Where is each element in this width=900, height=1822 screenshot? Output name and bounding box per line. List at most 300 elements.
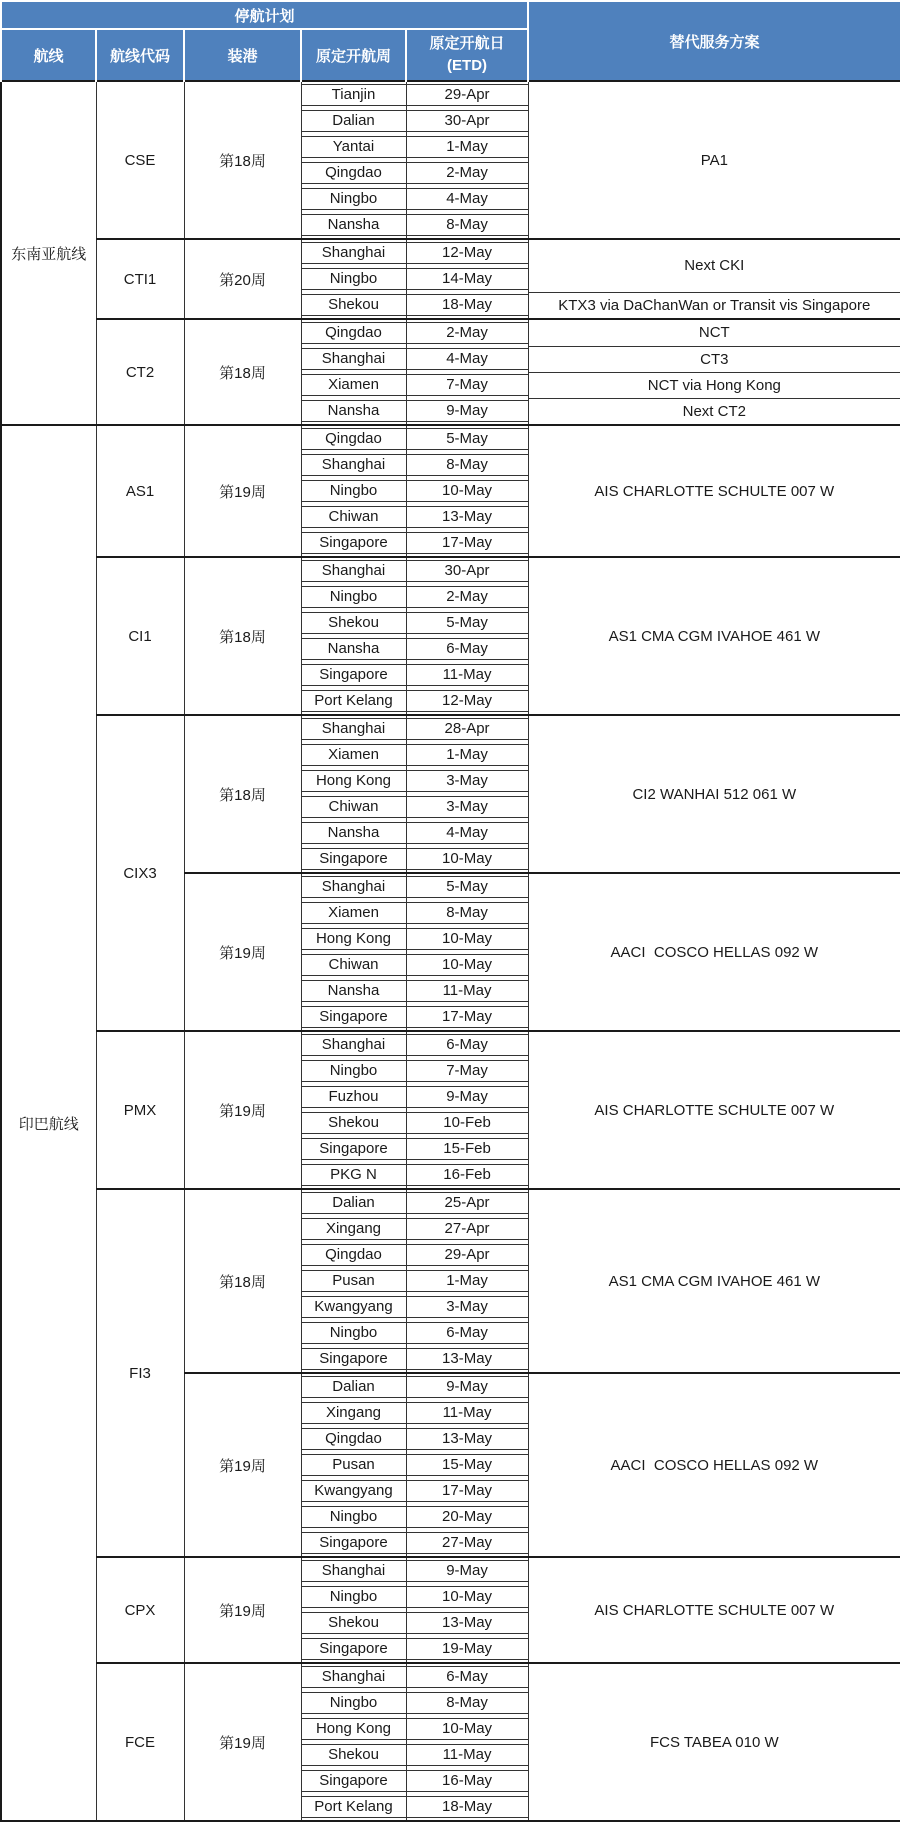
etd-cell-label: 2-May [407, 586, 528, 608]
etd-cell [406, 1400, 528, 1426]
port-cell-label: Shekou [302, 294, 406, 316]
etd-cell [406, 1690, 528, 1716]
col-header-week: 原定开航周 [301, 29, 406, 81]
etd-cell-label: 10-May [407, 848, 528, 870]
etd-cell [406, 610, 528, 636]
table-title-row [1, 1, 900, 29]
week-cell: 第19周 [184, 1373, 301, 1557]
etd-cell-label: 7-May [407, 1060, 528, 1082]
port-cell-label: Ningbo [302, 1322, 406, 1344]
etd-cell-label: 8-May [407, 214, 528, 236]
etd-cell-label: 9-May [407, 1376, 528, 1398]
etd-cell-label: 14-May [407, 268, 528, 290]
etd-cell-label: 8-May [407, 902, 528, 924]
port-cell [301, 398, 406, 425]
etd-cell-label: 30-Apr [407, 110, 528, 132]
col-header-port: 装港 [184, 29, 301, 81]
port-cell [301, 1320, 406, 1346]
port-cell [301, 1478, 406, 1504]
alt-service-title: 替代服务方案 [528, 1, 900, 81]
port-cell-label: Qingdao [302, 322, 406, 344]
etd-cell-label: 17-May [407, 1480, 528, 1502]
etd-cell-label: 29-Apr [407, 84, 528, 106]
port-cell [301, 1216, 406, 1242]
port-cell [301, 715, 406, 742]
port-cell-label: Ningbo [302, 1060, 406, 1082]
port-cell [301, 1426, 406, 1452]
port-cell [301, 266, 406, 292]
port-cell-label: Shekou [302, 1612, 406, 1634]
port-cell [301, 530, 406, 557]
etd-cell [406, 266, 528, 292]
port-cell [301, 1031, 406, 1058]
port-cell-label: Nansha [302, 214, 406, 236]
port-cell [301, 1530, 406, 1557]
port-cell-label: Kwangyang [302, 1480, 406, 1502]
col-header-route: 航线 [1, 29, 96, 81]
port-cell-label: Dalian [302, 1376, 406, 1398]
port-cell [301, 372, 406, 398]
etd-cell [406, 715, 528, 742]
etd-cell-label: 9-May [407, 1086, 528, 1108]
port-cell-label: Fuzhou [302, 1086, 406, 1108]
etd-cell-label: 11-May [407, 980, 528, 1002]
etd-cell-label: 2-May [407, 162, 528, 184]
port-cell [301, 662, 406, 688]
port-cell-label: Ningbo [302, 480, 406, 502]
week-cell: 第19周 [184, 1031, 301, 1189]
port-cell-label: Nansha [302, 638, 406, 660]
etd-cell [406, 478, 528, 504]
etd-cell [406, 160, 528, 186]
port-cell-label: Chiwan [302, 506, 406, 528]
etd-cell [406, 134, 528, 160]
port-cell-label: Qingdao [302, 162, 406, 184]
alt-service-cell: AACI COSCO HELLAS 092 W [528, 1373, 900, 1557]
port-cell-label: Dalian [302, 1192, 406, 1214]
port-cell [301, 926, 406, 952]
port-cell [301, 160, 406, 186]
etd-cell-label: 27-Apr [407, 1218, 528, 1240]
etd-cell-label: 5-May [407, 876, 528, 898]
etd-cell [406, 952, 528, 978]
etd-cell [406, 978, 528, 1004]
alt-service-cell: KTX3 via DaChanWan or Transit vis Singapore [528, 292, 900, 319]
port-cell-label: PKG N [302, 1164, 406, 1186]
etd-cell [406, 1058, 528, 1084]
table-row [1, 425, 900, 452]
etd-cell [406, 81, 528, 108]
port-cell-label: Shanghai [302, 1666, 406, 1688]
port-cell-label: Nansha [302, 980, 406, 1002]
port-cell [301, 239, 406, 266]
etd-cell-label: 10-May [407, 928, 528, 950]
port-cell-label: Hong Kong [302, 928, 406, 950]
port-cell-label: Shekou [302, 612, 406, 634]
port-cell-label: Tianjin [302, 84, 406, 106]
port-cell [301, 504, 406, 530]
etd-cell [406, 1768, 528, 1794]
col-header-etd-line1: 原定开航日 [429, 35, 505, 53]
etd-cell-label: 7-May [407, 374, 528, 396]
etd-cell [406, 584, 528, 610]
alt-service-cell: CI2 WANHAI 512 061 W [528, 715, 900, 873]
etd-cell [406, 108, 528, 134]
port-cell-label: Hong Kong [302, 770, 406, 792]
week-cell: 第18周 [184, 319, 301, 425]
etd-cell [406, 530, 528, 557]
port-cell [301, 1636, 406, 1663]
etd-cell [406, 1794, 528, 1821]
etd-cell [406, 1478, 528, 1504]
etd-cell-label: 9-May [407, 400, 528, 422]
port-cell [301, 292, 406, 319]
port-cell-label: Ningbo [302, 586, 406, 608]
port-cell-label: Port Kelang [302, 1796, 406, 1818]
etd-cell [406, 1216, 528, 1242]
port-cell [301, 1690, 406, 1716]
etd-cell-label: 10-May [407, 480, 528, 502]
port-cell-label: Pusan [302, 1270, 406, 1292]
port-cell-label: Qingdao [302, 1428, 406, 1450]
port-cell [301, 1084, 406, 1110]
table-row [1, 557, 900, 584]
port-cell [301, 1110, 406, 1136]
etd-cell-label: 9-May [407, 1560, 528, 1582]
table-row [1, 1557, 900, 1584]
route-code-cell: FI3 [96, 1189, 184, 1557]
port-cell-label: Ningbo [302, 1692, 406, 1714]
port-cell-label: Qingdao [302, 428, 406, 450]
port-cell-label: Ningbo [302, 1586, 406, 1608]
etd-cell [406, 1742, 528, 1768]
plan-title: 停航计划 [1, 1, 528, 29]
port-cell-label: Ningbo [302, 1506, 406, 1528]
etd-cell [406, 1663, 528, 1690]
etd-cell [406, 504, 528, 530]
etd-cell [406, 1136, 528, 1162]
etd-cell-label: 1-May [407, 1270, 528, 1292]
etd-cell-label: 11-May [407, 1744, 528, 1766]
port-cell [301, 452, 406, 478]
table-header [1, 1, 900, 81]
port-cell [301, 134, 406, 160]
etd-cell [406, 1004, 528, 1031]
port-cell-label: Shanghai [302, 1034, 406, 1056]
etd-cell-label: 11-May [407, 1402, 528, 1424]
etd-cell [406, 372, 528, 398]
etd-cell [406, 1242, 528, 1268]
port-cell-label: Xingang [302, 1218, 406, 1240]
alt-service-cell: FCS TABEA 010 W [528, 1663, 900, 1821]
etd-cell [406, 239, 528, 266]
port-cell-label: Singapore [302, 1638, 406, 1660]
etd-cell-label: 3-May [407, 796, 528, 818]
table-row [1, 1189, 900, 1216]
port-cell [301, 1400, 406, 1426]
port-cell [301, 346, 406, 372]
etd-cell-label: 8-May [407, 1692, 528, 1714]
etd-cell-label: 18-May [407, 1796, 528, 1818]
port-cell [301, 768, 406, 794]
etd-cell [406, 1320, 528, 1346]
etd-cell [406, 425, 528, 452]
port-cell [301, 1136, 406, 1162]
port-cell [301, 186, 406, 212]
etd-cell [406, 292, 528, 319]
port-cell [301, 873, 406, 900]
alt-service-cell: NCT [528, 319, 900, 346]
etd-cell [406, 452, 528, 478]
port-cell [301, 978, 406, 1004]
etd-cell [406, 186, 528, 212]
etd-cell [406, 1346, 528, 1373]
table-row [1, 239, 900, 266]
port-cell-label: Yantai [302, 136, 406, 158]
alt-service-cell: AIS CHARLOTTE SCHULTE 007 W [528, 1031, 900, 1189]
etd-cell [406, 1557, 528, 1584]
port-cell [301, 1716, 406, 1742]
etd-cell [406, 1530, 528, 1557]
etd-cell-label: 17-May [407, 1006, 528, 1028]
port-cell [301, 425, 406, 452]
etd-cell-label: 6-May [407, 1322, 528, 1344]
route-code-cell: AS1 [96, 425, 184, 557]
etd-cell-label: 10-May [407, 1718, 528, 1740]
port-cell [301, 1346, 406, 1373]
route-code-cell: FCE [96, 1663, 184, 1821]
etd-cell [406, 846, 528, 873]
port-cell-label: Xiamen [302, 374, 406, 396]
etd-cell-label: 16-Feb [407, 1164, 528, 1186]
etd-cell [406, 1110, 528, 1136]
port-cell-label: Chiwan [302, 954, 406, 976]
etd-cell [406, 742, 528, 768]
etd-cell-label: 1-May [407, 136, 528, 158]
port-cell [301, 1768, 406, 1794]
etd-cell [406, 662, 528, 688]
port-cell-label: Singapore [302, 848, 406, 870]
etd-cell [406, 1716, 528, 1742]
port-cell [301, 1162, 406, 1189]
etd-cell [406, 212, 528, 239]
etd-cell-label: 11-May [407, 664, 528, 686]
port-cell-label: Shanghai [302, 560, 406, 582]
etd-cell-label: 10-May [407, 1586, 528, 1608]
alt-service-cell: Next CKI [528, 239, 900, 292]
etd-cell-label: 10-Feb [407, 1112, 528, 1134]
port-cell [301, 794, 406, 820]
table-row [1, 319, 900, 346]
port-cell [301, 584, 406, 610]
week-cell: 第18周 [184, 715, 301, 873]
port-cell [301, 1610, 406, 1636]
etd-cell-label: 6-May [407, 1034, 528, 1056]
etd-cell-label: 13-May [407, 1428, 528, 1450]
etd-cell-label: 27-May [407, 1532, 528, 1554]
port-cell-label: Shanghai [302, 348, 406, 370]
port-cell-label: Qingdao [302, 1244, 406, 1266]
etd-cell [406, 1584, 528, 1610]
etd-cell [406, 1031, 528, 1058]
port-cell [301, 1004, 406, 1031]
etd-cell [406, 1504, 528, 1530]
etd-cell-label: 15-Feb [407, 1138, 528, 1160]
etd-cell [406, 1294, 528, 1320]
etd-cell-label: 12-May [407, 242, 528, 264]
port-cell [301, 1504, 406, 1530]
port-cell-label: Singapore [302, 532, 406, 554]
port-cell-label: Shanghai [302, 876, 406, 898]
etd-cell-label: 10-May [407, 954, 528, 976]
port-cell-label: Shanghai [302, 1560, 406, 1582]
etd-cell [406, 688, 528, 715]
week-cell: 第19周 [184, 1663, 301, 1821]
port-cell-label: Kwangyang [302, 1296, 406, 1318]
port-cell-label: Nansha [302, 400, 406, 422]
port-cell [301, 1663, 406, 1690]
etd-cell-label: 13-May [407, 1612, 528, 1634]
port-cell-label: Shekou [302, 1744, 406, 1766]
port-cell-label: Singapore [302, 1006, 406, 1028]
alt-service-cell: NCT via Hong Kong [528, 372, 900, 398]
port-cell-label: Hong Kong [302, 1718, 406, 1740]
etd-cell [406, 636, 528, 662]
week-cell: 第19周 [184, 873, 301, 1031]
col-header-etd-line2: (ETD) [447, 57, 488, 74]
etd-cell [406, 1162, 528, 1189]
route-code-cell: CPX [96, 1557, 184, 1663]
route-cell: 印巴航线 [1, 425, 96, 1821]
etd-cell-label: 16-May [407, 1770, 528, 1792]
etd-cell-label: 5-May [407, 612, 528, 634]
table-row [1, 1663, 900, 1690]
week-cell: 第19周 [184, 425, 301, 557]
etd-cell [406, 768, 528, 794]
etd-cell-label: 6-May [407, 1666, 528, 1688]
col-header-route-code: 航线代码 [96, 29, 184, 81]
port-cell-label: Pusan [302, 1454, 406, 1476]
etd-cell-label: 29-Apr [407, 1244, 528, 1266]
etd-cell [406, 1084, 528, 1110]
etd-cell [406, 319, 528, 346]
port-cell [301, 900, 406, 926]
etd-cell-label: 15-May [407, 1454, 528, 1476]
etd-cell-label: 3-May [407, 770, 528, 792]
alt-service-cell: AS1 CMA CGM IVAHOE 461 W [528, 1189, 900, 1373]
etd-cell [406, 1426, 528, 1452]
port-cell-label: Xiamen [302, 744, 406, 766]
port-cell [301, 557, 406, 584]
port-cell [301, 952, 406, 978]
route-code-cell: PMX [96, 1031, 184, 1189]
port-cell [301, 1373, 406, 1400]
port-cell [301, 742, 406, 768]
port-cell-label: Ningbo [302, 188, 406, 210]
etd-cell [406, 1452, 528, 1478]
etd-cell [406, 1610, 528, 1636]
route-code-cell: CT2 [96, 319, 184, 425]
etd-cell-label: 28-Apr [407, 718, 528, 740]
etd-cell-label: 4-May [407, 822, 528, 844]
port-cell-label: Xingang [302, 1402, 406, 1424]
etd-cell [406, 1268, 528, 1294]
alt-service-cell: AACI COSCO HELLAS 092 W [528, 873, 900, 1031]
etd-cell-label: 19-May [407, 1638, 528, 1660]
port-cell [301, 81, 406, 108]
port-cell-label: Shekou [302, 1112, 406, 1134]
etd-cell-label: 5-May [407, 428, 528, 450]
etd-cell-label: 13-May [407, 1348, 528, 1370]
etd-cell [406, 1636, 528, 1663]
port-cell-label: Singapore [302, 664, 406, 686]
alt-service-cell: Next CT2 [528, 398, 900, 425]
alt-service-cell: AS1 CMA CGM IVAHOE 461 W [528, 557, 900, 715]
port-cell [301, 1557, 406, 1584]
etd-cell-label: 4-May [407, 348, 528, 370]
port-cell [301, 610, 406, 636]
alt-service-cell: CT3 [528, 346, 900, 372]
port-cell [301, 1189, 406, 1216]
etd-cell-label: 17-May [407, 532, 528, 554]
port-cell [301, 212, 406, 239]
alt-service-cell: AIS CHARLOTTE SCHULTE 007 W [528, 425, 900, 557]
port-cell-label: Port Kelang [302, 690, 406, 712]
etd-cell-label: 8-May [407, 454, 528, 476]
port-cell-label: Dalian [302, 110, 406, 132]
port-cell-label: Singapore [302, 1532, 406, 1554]
alt-service-cell: AIS CHARLOTTE SCHULTE 007 W [528, 1557, 900, 1663]
etd-cell-label: 18-May [407, 294, 528, 316]
etd-cell-label: 1-May [407, 744, 528, 766]
etd-cell-label: 6-May [407, 638, 528, 660]
col-header-etd [406, 29, 528, 81]
port-cell [301, 688, 406, 715]
etd-cell-label: 25-Apr [407, 1192, 528, 1214]
port-cell-label: Chiwan [302, 796, 406, 818]
etd-cell-label: 30-Apr [407, 560, 528, 582]
etd-cell [406, 398, 528, 425]
port-cell-label: Singapore [302, 1770, 406, 1792]
etd-cell-label: 20-May [407, 1506, 528, 1528]
port-cell [301, 319, 406, 346]
port-cell [301, 1268, 406, 1294]
table-row [1, 715, 900, 742]
etd-cell-label: 4-May [407, 188, 528, 210]
port-cell-label: Xiamen [302, 902, 406, 924]
etd-cell [406, 820, 528, 846]
port-cell-label: Shanghai [302, 718, 406, 740]
port-cell-label: Singapore [302, 1138, 406, 1160]
etd-cell-label: 12-May [407, 690, 528, 712]
schedule-body [1, 81, 900, 1821]
route-code-cell: CSE [96, 81, 184, 239]
etd-cell-label: 3-May [407, 1296, 528, 1318]
route-code-cell: CTI1 [96, 239, 184, 319]
port-cell [301, 1058, 406, 1084]
etd-cell [406, 1373, 528, 1400]
route-code-cell: CIX3 [96, 715, 184, 1031]
port-cell [301, 636, 406, 662]
etd-cell [406, 346, 528, 372]
port-cell [301, 846, 406, 873]
etd-cell [406, 926, 528, 952]
port-cell [301, 1242, 406, 1268]
alt-service-cell: PA1 [528, 81, 900, 239]
port-cell [301, 1294, 406, 1320]
port-cell [301, 820, 406, 846]
port-cell-label: Nansha [302, 822, 406, 844]
